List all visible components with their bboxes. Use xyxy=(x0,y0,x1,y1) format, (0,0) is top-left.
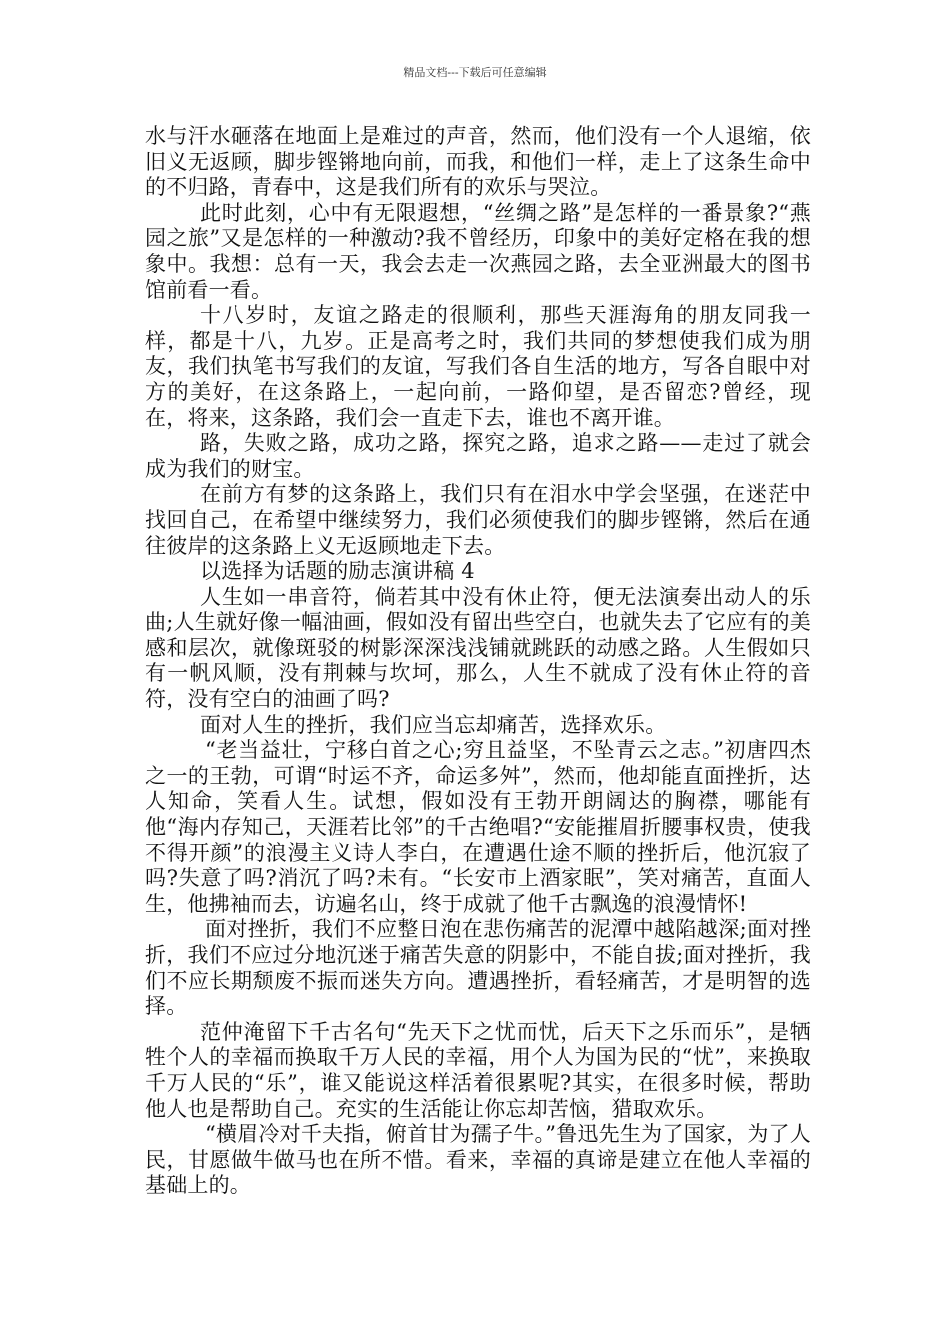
paragraph: “老当益壮，宁移白首之心;穷且益坚，不坠青云之志。”初唐四杰之一的王勃，可谓“时运不齐，命运多舛”，然而，他却能直面挫折，达人知命，笑看人生。试想，假如没有王勃开朗阔达的胸襟，哪能有他“海内存知己，天涯若比邻”的千古绝唱?“安能摧眉折腰事权贵，使我不得开颜”的浪漫主义诗人李白，在遭遇仕途不顺的挫折后，他沉寂了吗?失意了吗?消沉了吗?未有。“长安市上酒家眠”，笑对痛苦，直面人生，他拂袖而去，访遍名山，终于成就了他千古飘逸的浪漫情怀! xyxy=(145,738,811,916)
paragraph: “横眉冷对千夫指，俯首甘为孺子牛。”鲁迅先生为了国家，为了人民，甘愿做牛做马也在所不惜。看来，幸福的真谛是建立在他人幸福的基础上的。 xyxy=(145,1122,811,1198)
section-heading: 以选择为话题的励志演讲稿 4 xyxy=(200,559,475,584)
paragraph: 路，失败之路，成功之路，探究之路，追求之路——走过了就会成为我们的财宝。 xyxy=(145,431,811,481)
paragraph: 面对挫折，我们不应整日泡在悲伤痛苦的泥潭中越陷越深;面对挫折，我们不应过分地沉迷于痛苦失意的阴影中，不能自拔;面对挫折，我们不应长期颓废不振而迷失方向。遭遇挫折，看轻痛苦，才是明智的选择。 xyxy=(145,917,811,1019)
paragraph: 面对人生的挫折，我们应当忘却痛苦，选择欢乐。 xyxy=(200,712,667,737)
paragraph: 十八岁时，友谊之路走的很顺利，那些天涯海角的朋友同我一样，都是十八，九岁。正是高考之时，我们共同的梦想使我们成为朋友，我们执笔书写我们的友谊，写我们各自生活的地方，写各自眼中对方的美好，在这条路上，一起向前，一路仰望，是否留恋?曾经，现在，将来，这条路，我们会一直走下去，谁也不离开谁。 xyxy=(145,303,811,430)
paragraph: 人生如一串音符，倘若其中没有休止符，便无法演奏出动人的乐曲;人生就好像一幅油画，假如没有留出些空白，也就失去了它应有的美感和层次，就像斑驳的树影深深浅浅铺就跳跃的动感之路。人生假如只有一帆风顺，没有荆棘与坎坷，那么，人生不就成了没有休止符的音符，没有空白的油画了吗? xyxy=(145,584,811,712)
paragraph: 此时此刻，心中有无限遐想，“丝绸之路”是怎样的一番景象?“燕园之旅”又是怎样的一种激动?我不曾经历，印象中的美好定格在我的想象中。我想：总有一天，我会去走一次燕园之路，去全亚洲最大的图书馆前看一看。 xyxy=(145,200,811,302)
paragraph: 水与汗水砸落在地面上是难过的声音，然而，他们没有一个人退缩，依旧义无返顾，脚步铿锵地向前，而我，和他们一样，走上了这条生命中的不归路，青春中，这是我们所有的欢乐与哭泣。 xyxy=(145,124,811,200)
document-body xyxy=(145,124,811,1199)
paragraph: 范仲淹留下千古名句“先天下之忧而忧，后天下之乐而乐”，是牺牲个人的幸福而换取千万人民的幸福，用个人为国为民的“忧”，来换取千万人民的“乐”，谁又能说这样活着很累呢?其实，在很多时候，帮助他人也是帮助自己。充实的生活能让你忘却苦恼，猎取欢乐。 xyxy=(145,1019,811,1121)
paragraph: 在前方有梦的这条路上，我们只有在泪水中学会坚强，在迷茫中找回自己，在希望中继续努力，我们必须使我们的脚步铿锵，然后在通往彼岸的这条路上义无返顾地走下去。 xyxy=(145,482,811,558)
page-header: 精品文档---下载后可任意编辑 xyxy=(403,66,547,79)
